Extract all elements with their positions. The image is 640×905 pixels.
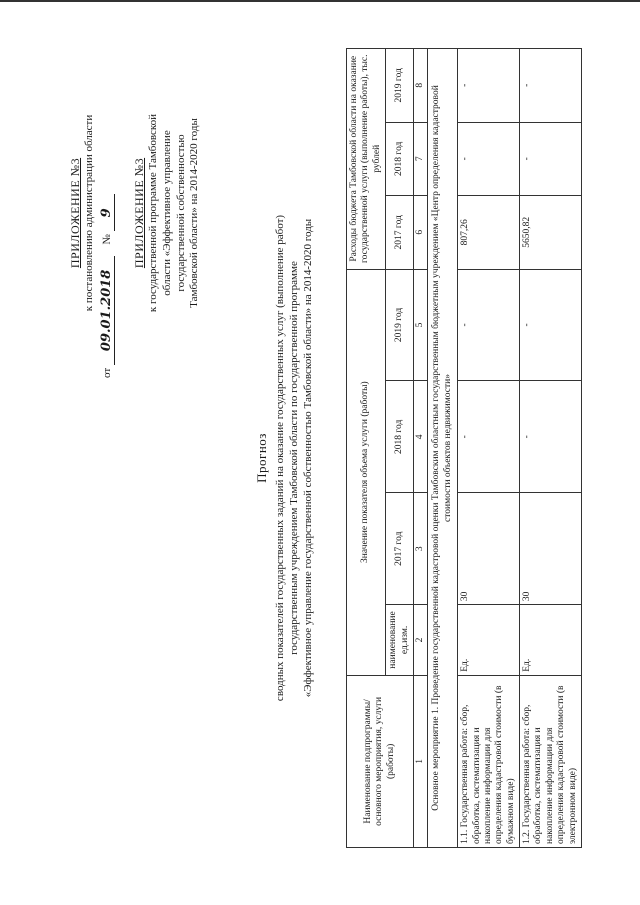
header-expenses-2019: 2019 год	[386, 49, 414, 123]
row-expenses-2017: 5650,82	[520, 196, 582, 269]
appendix-decree-block	[68, 48, 115, 378]
row-expenses-2018: -	[458, 122, 520, 195]
row-volume-2019: -	[520, 269, 582, 381]
column-number: 1	[413, 675, 427, 847]
column-number: 6	[413, 196, 427, 269]
heading-line: сводных показателей государственных заданий на оказание государственных услуг (выполнение работ)	[273, 214, 286, 702]
appendix-program-title: ПРИЛОЖЕНИЕ №3	[132, 157, 146, 269]
table-header-row	[347, 49, 386, 848]
column-number: 5	[413, 269, 427, 381]
number-label: №	[100, 234, 113, 245]
decree-date-handwritten: 09.01.2018	[99, 256, 115, 365]
appendix-decree-title: ПРИЛОЖЕНИЕ №3	[68, 157, 82, 269]
column-number-row	[413, 49, 427, 848]
header-volume-2018: 2018 год	[386, 381, 414, 493]
header-volume-2017: 2017 год	[386, 493, 414, 605]
column-number: 7	[413, 122, 427, 195]
header-name: Наименование подпрограммы/ основного мероприятия, услуги (работы)	[347, 675, 414, 847]
decree-signature-line	[99, 48, 115, 378]
row-unit: Ед.	[458, 605, 520, 676]
table-row	[520, 49, 582, 848]
row-volume-2018: -	[458, 381, 520, 493]
column-number: 8	[413, 49, 427, 123]
document-title: Прогноз	[254, 433, 269, 483]
row-expenses-2018: -	[520, 122, 582, 195]
heading-line: государственным учреждением Тамбовской области по государственной программе	[288, 261, 301, 655]
section-row	[428, 49, 458, 848]
rotated-document-page	[40, 28, 600, 878]
row-expenses-2017: 807,26	[458, 196, 520, 269]
row-name: 1.1. Государственная работа: сбор, обработка, систематизация и накопление информации для определения кадастровой стоимости (в бумажном виде)	[458, 675, 520, 847]
top-border-line	[0, 0, 640, 2]
section-title: Основное мероприятие 1. Проведение государственной кадастровой оценки Тамбовским областным государственным бюджетным учреждением «Центр определения кадастровой стоимости объектов недвижимости»	[428, 49, 458, 848]
row-name: 1.2. Государственная работа: сбор, обработка, систематизация и накопление информации для определения кадастровой стоимости (в электронном виде)	[520, 675, 582, 847]
header-volume-group: Значение показателя объема услуги (работы)	[347, 269, 386, 675]
header-unit: наименование ед.изм.	[386, 605, 414, 676]
appendix-program-line: Тамбовской области» на 2014-2020 годы	[188, 118, 201, 308]
column-number: 3	[413, 493, 427, 605]
header-volume-2019: 2019 год	[386, 269, 414, 381]
decree-number-handwritten: 9	[99, 194, 115, 231]
row-volume-2017: 30	[520, 493, 582, 605]
appendix-program-line: области «Эффективное управление	[160, 130, 173, 296]
forecast-table	[346, 48, 582, 848]
header-expenses-group: Расходы бюджета Тамбовской области на оказание государственной услуги (выполнение работы), тыс. рублей	[347, 49, 386, 270]
header-expenses-2017: 2017 год	[386, 196, 414, 269]
appendix-program-line: государственной собственностью	[174, 134, 187, 292]
heading-line: «Эффективное управление государственной собственностью Тамбовской области» на 2014-2020 годы	[302, 218, 315, 698]
row-expenses-2019: -	[520, 49, 582, 123]
from-label: от	[100, 367, 113, 378]
row-expenses-2019: -	[458, 49, 520, 123]
row-volume-2017: 30	[458, 493, 520, 605]
appendix-program-line: к государственной программе Тамбовской	[147, 113, 159, 313]
row-volume-2019: -	[458, 269, 520, 381]
row-unit: Ед.	[520, 605, 582, 676]
column-number: 2	[413, 605, 427, 676]
document-heading	[254, 98, 316, 818]
header-expenses-2018: 2018 год	[386, 122, 414, 195]
appendix-decree-line: к постановлению администрации области	[83, 114, 95, 312]
row-volume-2018: -	[520, 381, 582, 493]
column-number: 4	[413, 381, 427, 493]
table-row	[458, 49, 520, 848]
appendix-program-block	[132, 48, 202, 378]
